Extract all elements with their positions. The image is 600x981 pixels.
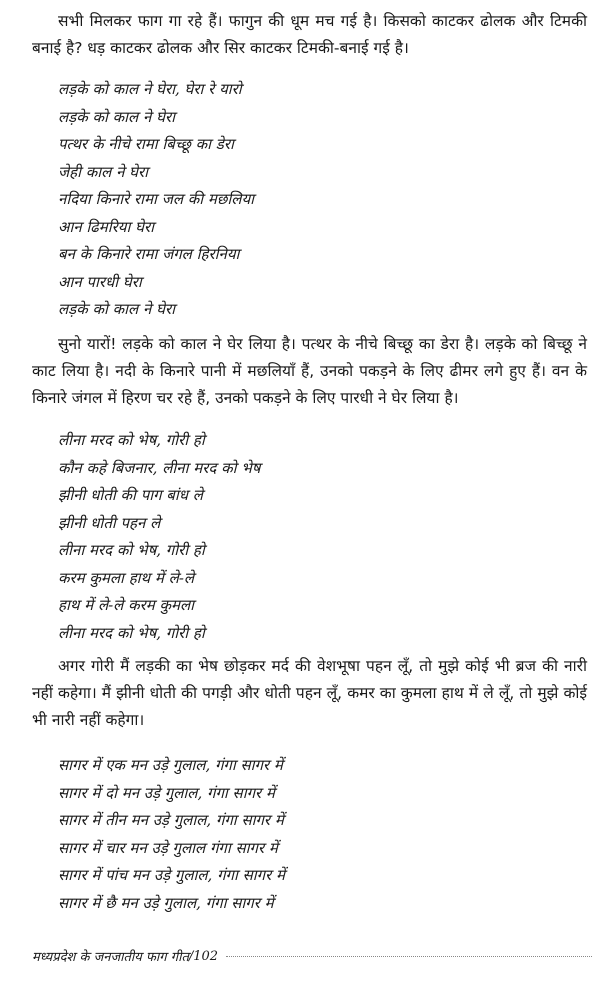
verse-line: पत्थर के नीचे रामा बिच्छू का डेरा <box>58 135 234 153</box>
footer-rule <box>226 956 592 957</box>
verse-line: हाथ में ले-ले करम कुमला <box>58 596 195 614</box>
verse-line: लीना मरद को भेष, गोरी हो <box>58 541 205 559</box>
verse-line: सागर में पांच मन उड़े गुलाल, गंगा सागर में <box>58 866 285 884</box>
verse-3 <box>58 752 285 917</box>
verse-line: नदिया किनारे रामा जल की मछलिया <box>58 190 255 208</box>
verse-line: झीनी धोती पहन ले <box>58 513 161 532</box>
verse-line: लड़के को काल ने घेरा, घेरा रे यारो <box>58 80 242 98</box>
paragraph-2: सुनो यारों! लड़के को काल ने घेर लिया है। पत्थर के नीचे बिच्छू का डेरा है। लड़के को बिच्छू ने काट लिया है। नदी के किनारे पानी में मछलियाँ हैं, उनको पकड़ने के लिए ढीमर लगे हुए हैं। वन के किनारे जंगल में हिरण चर रहे हैं, उनको पकड़ने के लिए पारधी ने घेर लिया है। <box>32 335 587 407</box>
verse-2 <box>58 427 260 647</box>
verse-line: लड़के को काल ने घेरा <box>58 300 175 318</box>
verse-1 <box>58 76 254 324</box>
verse-line: कौन कहे बिजनार, लीना मरद को भेष <box>58 458 261 477</box>
verse-line: सागर में तीन मन उड़े गुलाल, गंगा सागर में <box>58 811 284 829</box>
paragraph-3: अगर गोरी मैं लड़की का भेष छोड़कर मर्द की वेशभूषा पहन लूँ, तो मुझे कोई भी ब्रज की नारी नहीं कहेगा। मैं झीनी धोती की पगड़ी और धोती पहन लूँ, कमर का कुमला हाथ में ले लूँ, तो मुझे कोई भी नारी नहीं कहेगा। <box>32 657 588 729</box>
verse-line: सागर में दो मन उड़े गुलाल, गंगा सागर में <box>58 783 275 802</box>
paragraph-1: सभी मिलकर फाग गा रहे हैं। फागुन की धूम मच गई है। किसको काटकर ढोलक और टिमकी बनाई है? धड़ काटकर ढोलक और सिर काटकर टिमकी-बनाई गई है। <box>32 12 587 57</box>
verse-line: सागर में चार मन उड़े गुलाल गंगा सागर में <box>58 838 278 857</box>
verse-line: आन पारधी घेरा <box>58 272 142 291</box>
verse-line: करम कुमला हाथ में ले-ले <box>58 568 195 587</box>
verse-line: बन के किनारे रामा जंगल हिरनिया <box>58 245 240 263</box>
verse-line: सागर में एक मन उड़े गुलाल, गंगा सागर में <box>58 756 283 774</box>
verse-line: जेही काल ने घेरा <box>58 162 149 181</box>
verse-line: लीना मरद को भेष, गोरी हो <box>58 623 205 642</box>
verse-line: झीनी धोती की पाग बांध ले <box>58 486 203 504</box>
page-number: 102 <box>193 948 219 964</box>
verse-line: लीना मरद को भेष, गोरी हो <box>58 431 205 449</box>
verse-line: लड़के को काल ने घेरा <box>58 107 175 126</box>
verse-line: सागर में छै मन उड़े गुलाल, गंगा सागर में <box>58 893 274 912</box>
book-title: मध्यप्रदेश के जनजातीय फाग गीत <box>32 950 189 965</box>
verse-line: आन ढिमरिया घेरा <box>58 217 154 236</box>
page-footer <box>32 946 592 966</box>
footer-separator: / <box>188 948 194 964</box>
